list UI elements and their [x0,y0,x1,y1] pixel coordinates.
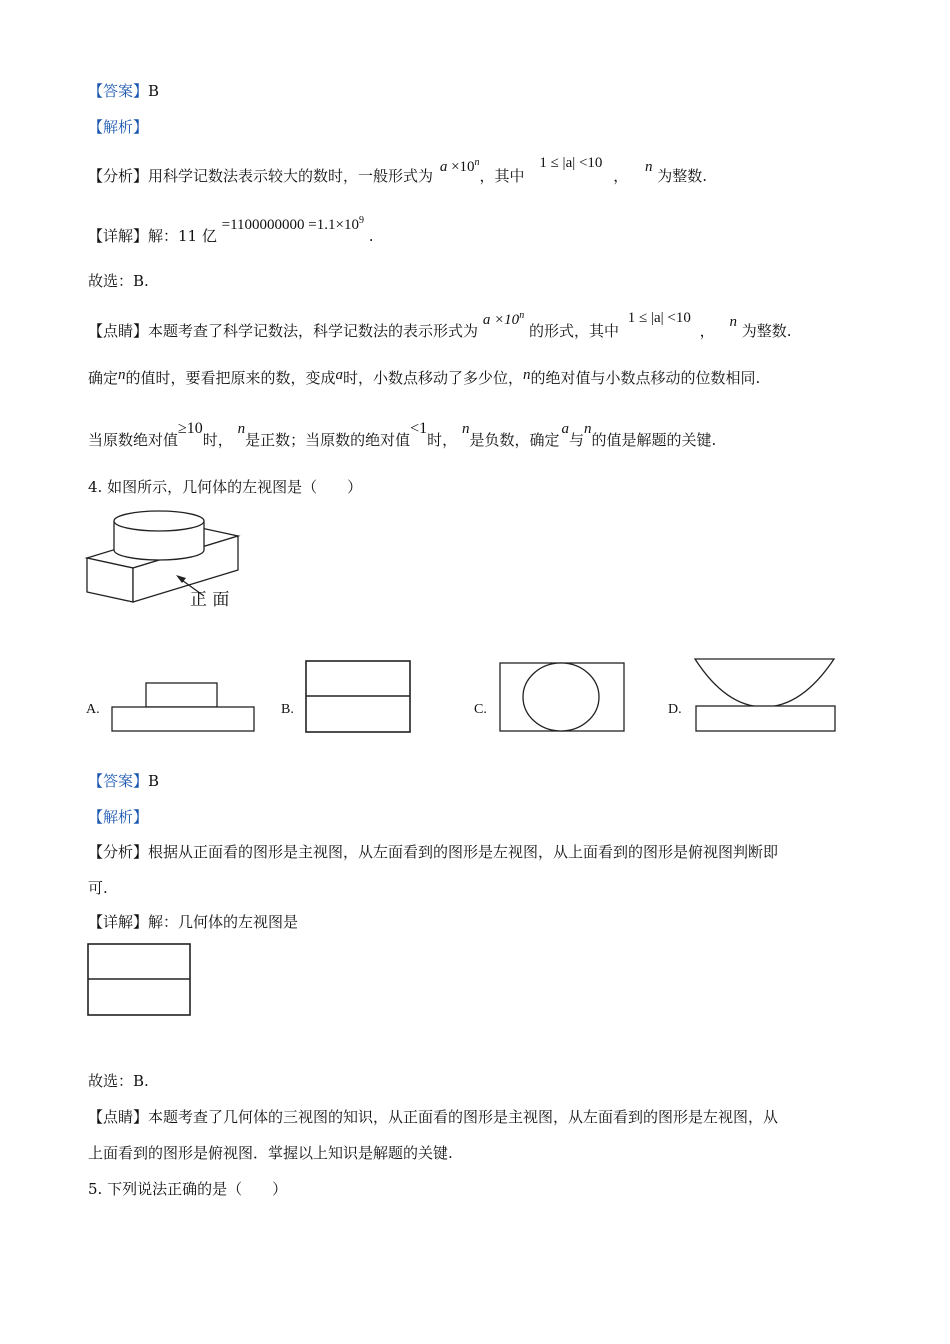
line3-e: 是负数，确定 [469,431,560,449]
line3-ge: ≥10 [178,420,203,437]
dianjing-line-3 [88,420,717,451]
dianjing-text-1: 本题考查了科学记数法，科学记数法的表示形式为 [148,322,479,340]
option-b-label: B. [281,702,294,717]
fenxi-range: 1 ≤ |a| <10 [539,155,603,171]
dianjing-exp: n [519,310,525,321]
line3-c: 是正数；当原数的绝对值 [245,431,411,449]
q4-fenxi-cont: 可. [88,879,108,897]
guxuan-1: 故选：B. [88,272,149,290]
fenxi-text-3: ， [613,167,629,185]
q4-analysis-tag: 【解析】 [88,808,149,826]
dianjing-text-3: ， [699,322,715,340]
option-d-figure [692,655,838,735]
q4-answer-tag: 【答案】 [88,772,149,790]
line2-b: 的值时，要看把原来的数，变成 [125,369,336,387]
line3-f: 与 [568,431,584,449]
line3-n3: n [583,421,592,437]
fenxi-text-4: 为整数. [657,167,708,185]
dianjing-line-2 [88,368,760,389]
option-a-label: A. [86,702,100,717]
dianjing-range: 1 ≤ |a| <10 [627,310,691,326]
dianjing-formula [483,312,524,328]
answer-line [88,81,159,101]
q4-dianjing-line [88,1107,778,1127]
line3-b: 时， [202,431,233,449]
q4-answer-line [88,771,159,791]
dianjing-n: n [729,314,737,330]
answer-tag: 【答案】 [88,82,149,100]
dianjing-text-2: 的形式，其中 [528,322,619,340]
xiangjie-line [88,215,374,247]
fenxi-tag: 【分析】 [88,167,149,185]
line2-a-var: a [335,367,344,383]
analysis-line [88,117,148,137]
line3-n2: n [461,421,470,437]
q4-fenxi-tag: 【分析】 [88,843,149,861]
fenxi-n: n [645,159,653,175]
q4-dianjing-cont: 上面看到的图形是俯视图．掌握以上知识是解题的关键. [88,1144,453,1162]
line3-lt: <1 [410,420,428,437]
q4-answer-value: B [148,772,160,790]
q4-fenxi-line [88,842,778,862]
line2-n2: n [523,367,531,383]
answer-value: B [148,82,160,100]
analysis-tag: 【解析】 [88,118,149,136]
q4-xiangjie-line [88,912,298,932]
line2-c: 时，小数点移动了多少位， [343,369,524,387]
option-c-label: C. [474,702,487,717]
formula-a: a [439,159,448,175]
fenxi-line [88,155,708,187]
line3-a-var: a [561,421,569,437]
line3-d: 时， [427,431,458,449]
dianjing-text-4: 为整数. [741,322,792,340]
xiangjie-tag: 【详解】 [88,227,149,245]
line3-n: n [237,421,246,437]
q4-xiangjie-text: 解：几何体的左视图是 [148,913,299,931]
fenxi-text-1: 用科学记数法表示较大的数时，一般形式为 [148,167,434,185]
q4-analysis-line [88,807,148,827]
line2-n: n [118,367,126,383]
option-d-label: D. [668,702,682,717]
q5-question: 5. 下列说法正确的是（ ） [88,1180,288,1198]
dianjing-formula-body: a ×10 [482,312,520,328]
dianjing-tag: 【点睛】 [88,322,149,340]
dianjing-line-1 [88,310,792,342]
xiangjie-end: . [368,227,374,245]
fenxi-text-2: ，其中 [479,167,525,185]
q4-xiangjie-tag: 【详解】 [88,913,149,931]
q4-dianjing-tag: 【点睛】 [88,1108,149,1126]
q4-fenxi-text: 根据从正面看的图形是主视图，从左面看到的图形是左视图，从上面看到的图形是俯视图判断即 [148,843,779,861]
q4-dianjing-text: 本题考查了几何体的三视图的知识，从正面看的图形是主视图，从左面看到的图形是左视图，从 [148,1108,779,1126]
line2-d: 的绝对值与小数点移动的位数相同. [530,369,761,387]
xiangjie-formula-body: =1100000000 =1.1×10 [221,217,359,233]
option-c-figure [498,661,626,733]
xiangjie-exp: 9 [358,215,364,226]
left-view-figure [86,942,192,1018]
xiangjie-text: 解：11 亿 [148,227,217,245]
q4-question: 4. 如图所示，几何体的左视图是（ ） [88,478,363,496]
option-b-figure [304,658,412,734]
q4-guxuan: 故选：B. [88,1072,149,1090]
formula-times: ×10 [451,159,475,175]
xiangjie-formula [222,217,364,233]
line2-a: 确定 [88,369,119,387]
line3-a: 当原数绝对值 [88,431,179,449]
figure-front-label: 正 面 [190,590,230,610]
fenxi-formula [440,159,480,175]
formula-exp: n [474,157,480,168]
option-a-figure [110,680,256,734]
line3-g: 的值是解题的关键. [591,431,717,449]
